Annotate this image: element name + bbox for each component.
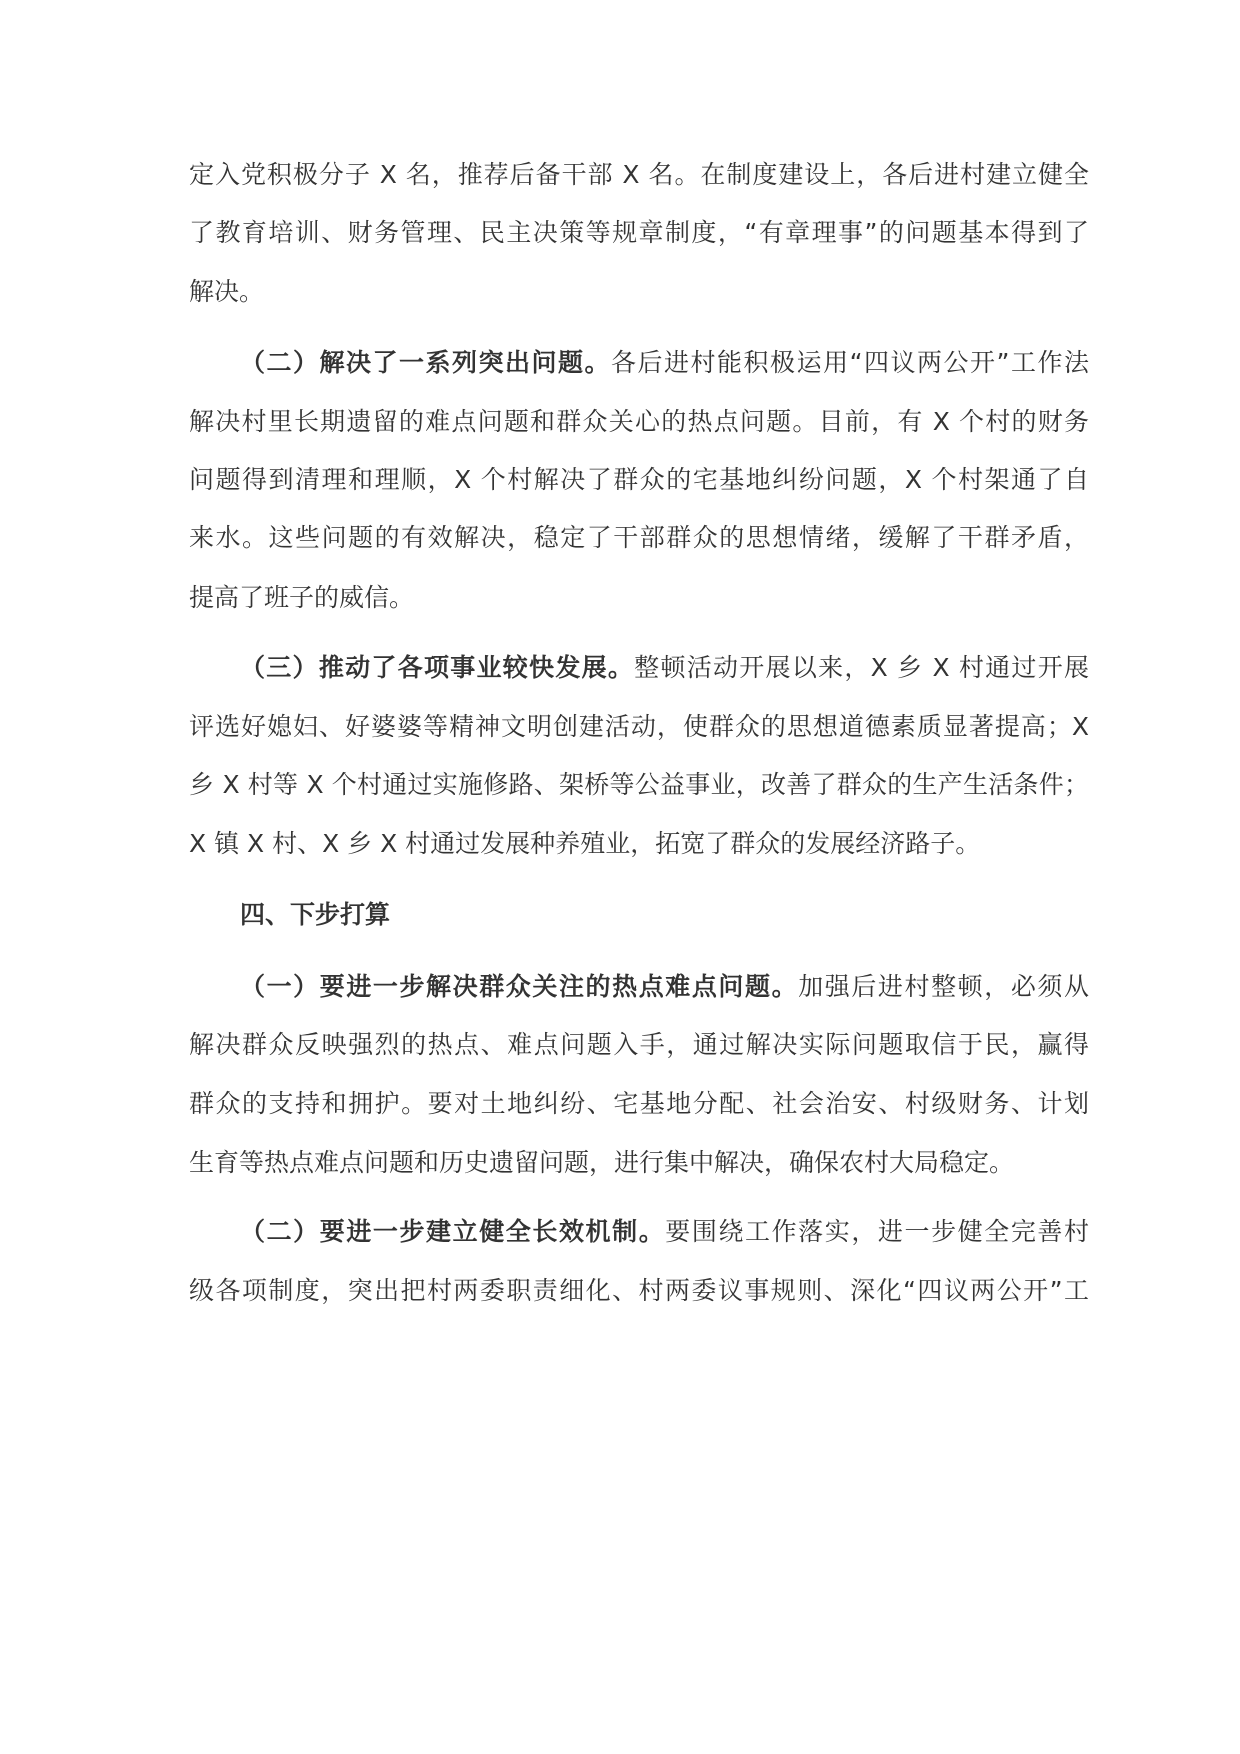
paragraph-text: 各后进村能积极运用“四议两公开”工作法 [611,348,1089,377]
paragraph-line: 定入党积极分子 X 名，推荐后备干部 X 名。在制度建设上，各后进村建立健全 [189,160,1089,189]
paragraph-line: 来水。这些问题的有效解决，稳定了干部群众的思想情绪，缓解了干群矛盾， [189,523,1089,552]
paragraph-first-line [240,648,1089,688]
paragraph-lead-bold: （三）推动了各项事业较快发展。 [240,653,635,682]
paragraph-lead-bold: （二）解决了一系列突出问题。 [240,348,612,377]
paragraph-line: 解决村里长期遗留的难点问题和群众关心的热点问题。目前，有 X 个村的财务 [189,407,1089,436]
paragraph-line: 了教育培训、财务管理、民主决策等规章制度，“有章理事”的问题基本得到了 [189,218,1089,247]
paragraph-line: 评选好媳妇、好婆婆等精神文明创建活动，使群众的思想道德素质显著提高；X [189,712,1089,741]
paragraph-text: 整顿活动开展以来，X 乡 X 村通过开展 [634,653,1089,682]
paragraph-first-line [240,343,1089,383]
section-heading: 四、下步打算 [240,900,391,929]
paragraph-text: 要围绕工作落实，进一步健全完善村 [665,1217,1089,1246]
paragraph-first-line [240,967,1089,1007]
paragraph-line: X 镇 X 村、X 乡 X 村通过发展种养殖业，拓宽了群众的发展经济路子。 [189,829,981,858]
paragraph-first-line [240,1212,1089,1252]
paragraph-line: 乡 X 村等 X 个村通过实施修路、架桥等公益事业，改善了群众的生产生活条件； [189,770,1089,799]
paragraph-line: 生育等热点难点问题和历史遗留问题，进行集中解决，确保农村大局稳定。 [189,1148,1015,1177]
paragraph-line: 问题得到清理和理顺，X 个村解决了群众的宅基地纠纷问题，X 个村架通了自 [189,465,1089,494]
paragraph-line: 提高了班子的威信。 [189,583,415,612]
paragraph-line: 级各项制度，突出把村两委职责细化、村两委议事规则、深化“四议两公开”工 [189,1276,1089,1305]
paragraph-line: 群众的支持和拥护。要对土地纠纷、宅基地分配、社会治安、村级财务、计划 [189,1089,1089,1118]
paragraph-lead-bold: （二）要进一步建立健全长效机制。 [240,1217,666,1246]
paragraph-lead-bold: （一）要进一步解决群众关注的热点难点问题。 [240,972,799,1001]
paragraph-line: 解决。 [189,277,265,306]
paragraph-text: 加强后进村整顿，必须从 [798,972,1089,1001]
paragraph-line: 解决群众反映强烈的热点、难点问题入手，通过解决实际问题取信于民，赢得 [189,1030,1089,1059]
